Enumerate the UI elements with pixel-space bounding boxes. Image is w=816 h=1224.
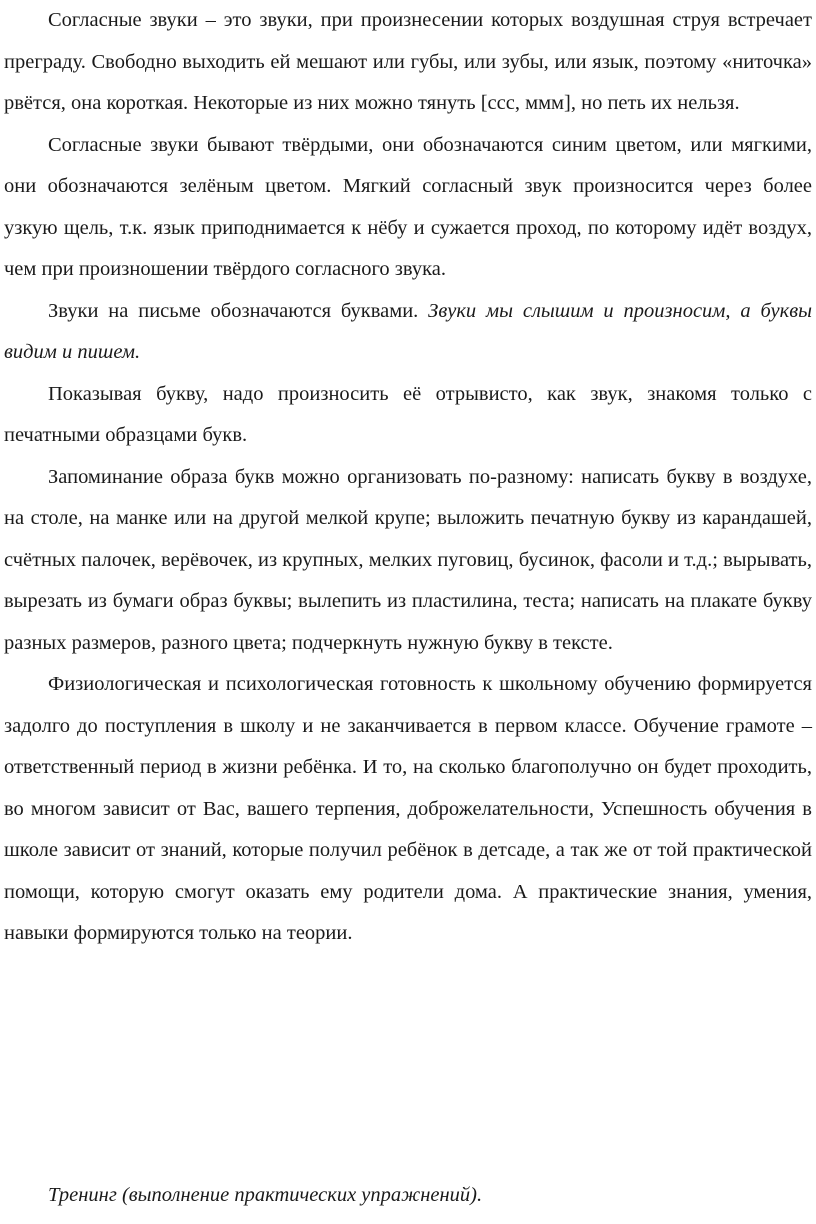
paragraph-text: Физиологическая и психологическая готовность к школьному обучению формируется задолго до поступления в школу и не заканчивается в первом классе. Обучение грамоте – ответственный период в жизни ребёнка. И то, на сколько благополучно он будет проходить, во многом зависит от Вас, вашего терпения, доброжелательности, Успешность обучения в школе зависит от знаний, которые получил ребёнок в детсаде, а так же от той практической помощи, которую смогут оказать ему родители дома. А практические знания, умения, навыки формируются только на теории. <box>4 673 812 944</box>
paragraph-text: Показывая букву, надо произносить её отрывисто, как звук, знакомя только с печатными образцами букв. <box>4 382 812 446</box>
paragraph-hard-soft-consonants <box>4 125 812 291</box>
paragraph-text: Согласные звуки бывают твёрдыми, они обозначаются синим цветом, или мягкими, они обозначаются зелёным цветом. Мягкий согласный звук произносится через более узкую щель, т.к. язык приподнимается к нёбу и сужается проход, по которому идёт воздух, чем при произношении твёрдого согласного звука. <box>4 133 812 280</box>
paragraph-consonants-definition <box>4 0 812 125</box>
paragraph-showing-letter <box>4 374 812 457</box>
training-heading: Тренинг (выполнение практических упражнений). <box>48 1184 483 1206</box>
paragraph-memorizing-letters <box>4 457 812 665</box>
paragraph-italic-text: Звуки мы слышим и произносим, а буквы видим и пишем. <box>4 299 812 363</box>
paragraph-sounds-letters <box>4 291 812 374</box>
paragraph-text: Согласные звуки – это звуки, при произнесении которых воздушная струя встречает преграду. Свободно выходить ей мешают или губы, или зубы, или язык, поэтому «ниточка» рвётся, она короткая. Некоторые из них можно тянуть [ссс, ммм], но петь их нельзя. <box>4 9 812 114</box>
paragraph-text: Запоминание образа букв можно организовать по-разному: написать букву в воздухе, на столе, на манке или на другой мелкой крупе; выложить печатную букву из карандашей, счётных палочек, верёвочек, из крупных, мелких пуговиц, бусинок, фасоли и т.д.; вырывать, вырезать из бумаги образ буквы; вылепить из пластилина, теста; написать на плакате букву разных размеров, разного цвета; подчеркнуть нужную букву в тексте. <box>4 465 812 654</box>
paragraph-text: Звуки на письме обозначаются буквами. <box>48 299 429 322</box>
paragraph-school-readiness <box>4 664 812 955</box>
document-body <box>4 0 812 955</box>
